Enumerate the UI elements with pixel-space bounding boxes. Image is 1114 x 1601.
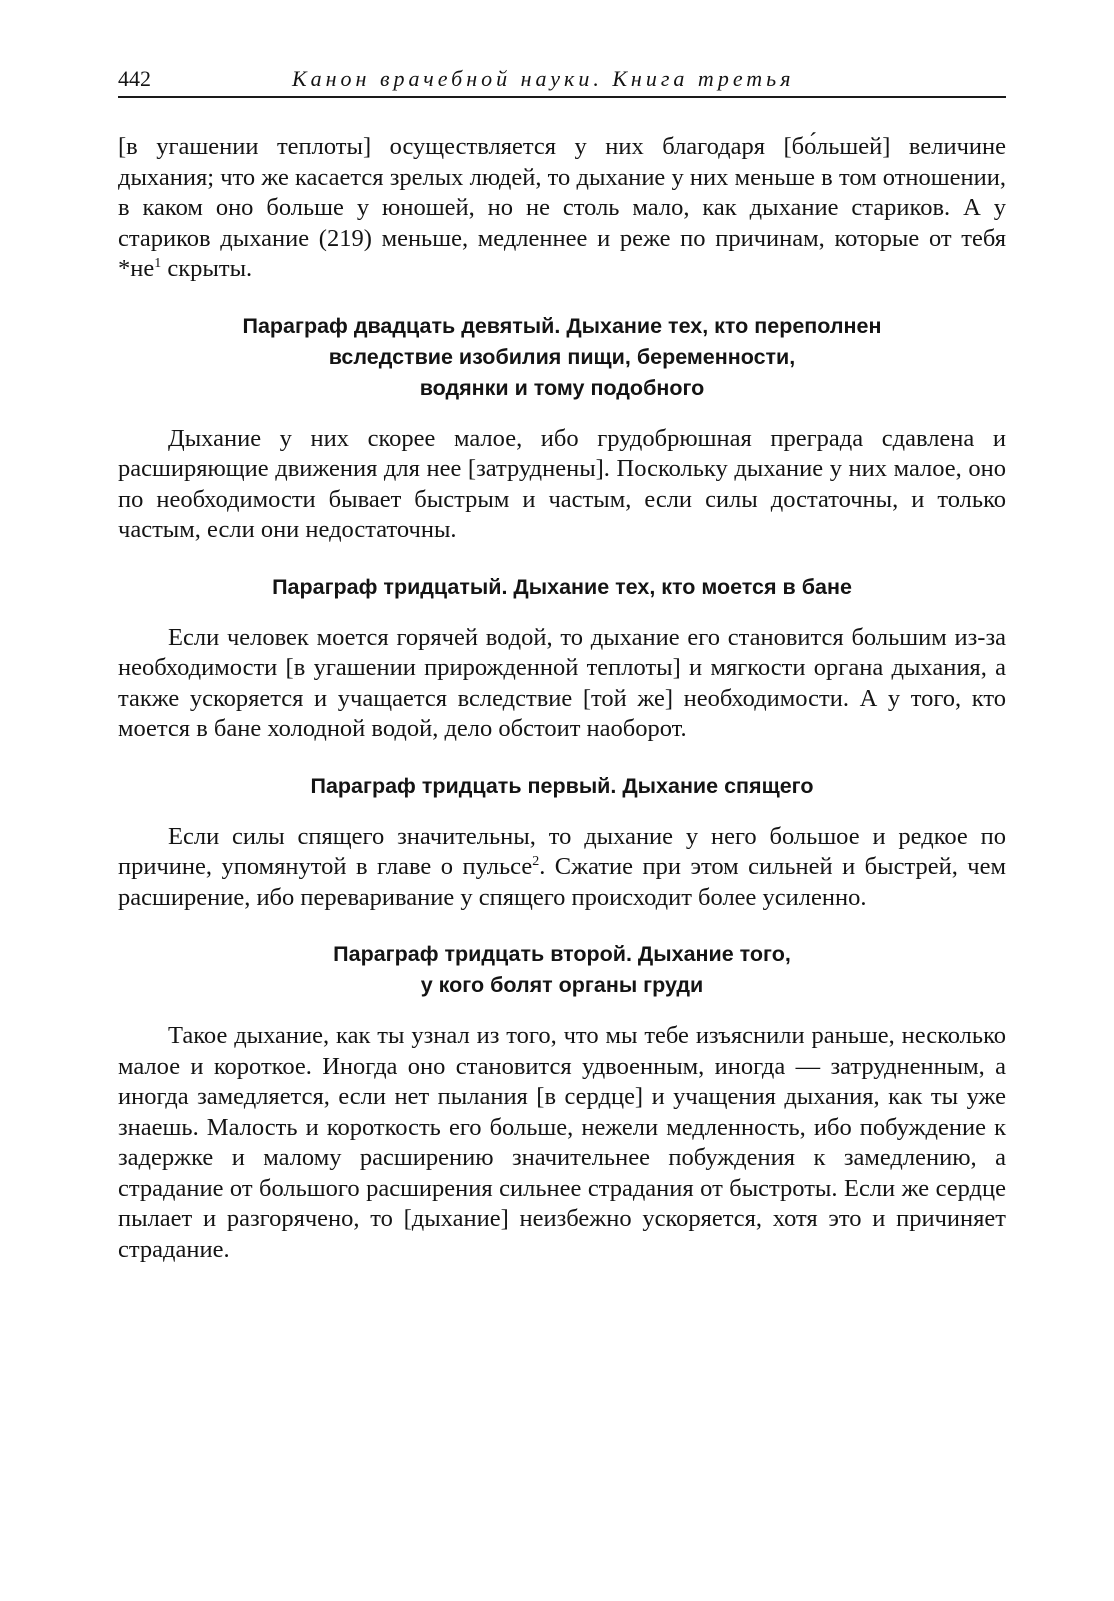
section-30-text: Если человек моется горячей водой, то дыхание его становится большим из-за необходимости [в угашении прирожденной теплоты] и мягкости органа дыхания, а также ускоряется и учащается вследствие [той же] необходимости. А у того, кто моется в бане холодной водой, дело обстоит наоборот. bbox=[118, 623, 1006, 742]
book-page bbox=[118, 62, 1006, 1265]
heading-line: водянки и тому подобного bbox=[419, 375, 705, 400]
footnote-marker: 2 bbox=[532, 853, 540, 869]
section-heading-30 bbox=[118, 572, 1006, 603]
body-text bbox=[118, 132, 1006, 1265]
paragraph-text-end: . Сжатие при этом сильней и быстрей, чем расширение, ибо переваривание у спящего происходит более усиленно. bbox=[118, 853, 1007, 911]
paragraph-continuation bbox=[118, 132, 1006, 285]
heading-line: вследствие изобилия пищи, беременности, bbox=[328, 344, 796, 369]
running-title: Канон врачебной науки. Книга третья bbox=[292, 66, 795, 91]
heading-line: Параграф тридцать первый. Дыхание спящего bbox=[310, 773, 814, 798]
heading-line: у кого болят органы груди bbox=[420, 973, 704, 997]
section-31-text bbox=[118, 822, 1006, 914]
section-heading-29 bbox=[118, 311, 1006, 404]
paragraph-text-end: скрыты. bbox=[161, 255, 253, 282]
paragraph-text: [в угашении теплоты] осуществляется у них благодаря [бо́льшей] величине дыхания; что же касается зрелых людей, то дыхание у них меньше в том отношении, в каком оно больше у юношей, но не столь мало, как дыхание стариков. А у стариков дыхание (219) меньше, медленнее и реже по причинам, которые от тебя *не bbox=[118, 133, 1006, 282]
section-heading-32 bbox=[118, 939, 1006, 1001]
heading-line: Параграф двадцать девятый. Дыхание тех, кто переполнен bbox=[242, 313, 882, 338]
heading-line: Параграф тридцать второй. Дыхание того, bbox=[333, 942, 791, 966]
paragraph-text: Если силы спящего значительны, то дыхание у него большое и редкое по причине, упомянутой в главе о пульсе bbox=[118, 822, 1006, 880]
heading-line: Параграф тридцатый. Дыхание тех, кто моется в бане bbox=[272, 574, 852, 599]
page-number: 442 bbox=[118, 66, 151, 91]
running-head bbox=[118, 62, 1006, 98]
section-heading-31 bbox=[118, 771, 1006, 802]
footnote-marker: 1 bbox=[154, 255, 162, 271]
section-29-text: Дыхание у них скорее малое, ибо грудобрюшная преграда сдавлена и расширяющие движения для нее [затруднены]. Поскольку дыхание у них малое, оно по необходимости бывает быстрым и частым, если силы достаточны, и только частым, если они недостаточны. bbox=[118, 424, 1006, 543]
section-32-text: Такое дыхание, как ты узнал из того, что мы тебе изъяснили раньше, несколько малое и короткое. Иногда оно становится удвоенным, иногда — затрудненным, а иногда замедляется, если нет пылания [в сердце] и учащения дыхания, как ты уже знаешь. Малость и короткость его больше, нежели медленность, ибо побуждение к задержке и малому расширению значительнее побуждения к замедлению, а страдание от большого расширения сильнее страдания от быстроты. Если же сердце пылает и разгорячено, то [дыхание] неизбежно ускоряется, хотя это и причиняет страдание. bbox=[118, 1022, 1006, 1263]
